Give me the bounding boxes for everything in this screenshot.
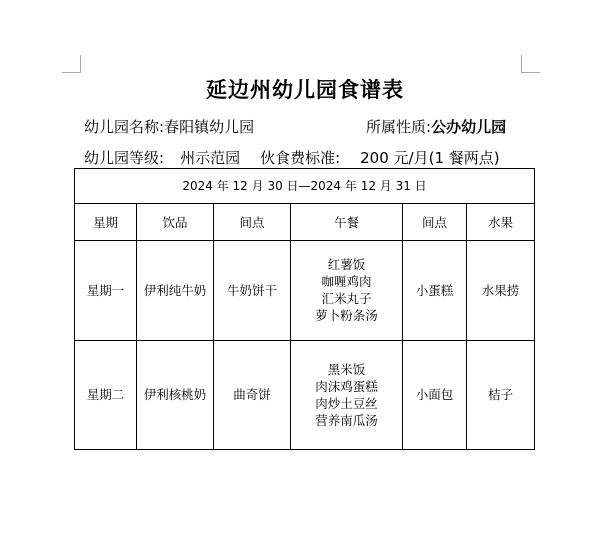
kindergarten-type-line: [366, 116, 506, 137]
table-row: [75, 340, 535, 449]
lunch-dish: 营养南瓜汤: [315, 412, 378, 428]
weekday-cell: 星期二: [75, 340, 137, 449]
lunch-dish: 黑米饭: [327, 361, 366, 377]
weekday-cell: 星期一: [75, 241, 137, 340]
kindergarten-type-value: 公办幼儿园: [431, 118, 507, 136]
lunch-cell: [291, 241, 403, 340]
date-range: 2024 年 12 月 30 日—2024 年 12 月 31 日: [75, 169, 535, 204]
snack-1-cell: 曲奇饼: [214, 340, 291, 449]
header-snack-1: 间点: [214, 204, 291, 241]
fruit-cell: 水果捞: [467, 241, 535, 340]
drink-cell: 伊利核桃奶: [137, 340, 214, 449]
date-row: [75, 169, 535, 204]
snack-2-cell: 小蛋糕: [403, 241, 467, 340]
crop-mark-top-right: [521, 55, 540, 73]
header-weekday: 星期: [75, 204, 137, 241]
menu-table: [74, 168, 535, 450]
lunch-dish: 红薯饭: [327, 257, 366, 273]
kindergarten-name-label: 幼儿园名称:: [84, 118, 165, 136]
drink-cell: 伊利纯牛奶: [137, 241, 214, 340]
page-title: 延边州幼儿园食谱表: [206, 77, 404, 102]
crop-mark-top-left: [62, 55, 81, 73]
kindergarten-grade-label: 幼儿园等级:: [84, 149, 165, 167]
lunch-dish: 肉炒土豆丝: [315, 395, 378, 411]
snack-2-cell: 小面包: [403, 340, 467, 449]
kindergarten-name-value: 春阳镇幼儿园: [164, 118, 255, 136]
header-row: [75, 204, 535, 241]
grade-fee-line: [84, 147, 500, 168]
header-fruit: 水果: [467, 204, 535, 241]
lunch-dish: 咖喱鸡肉: [321, 274, 372, 290]
fruit-cell: 桔子: [467, 340, 535, 449]
kindergarten-type-label: 所属性质:: [366, 118, 432, 136]
meal-fee-label: 伙食费标准:: [260, 149, 341, 167]
snack-1-cell: 牛奶饼干: [214, 241, 291, 340]
meal-fee-value: 200 元/月(1 餐两点): [360, 149, 500, 167]
lunch-dish: 肉沫鸡蛋糕: [315, 378, 378, 394]
lunch-dish: 萝卜粉条汤: [315, 308, 378, 324]
lunch-cell: [291, 340, 403, 449]
kindergarten-name-line: [84, 116, 254, 137]
table-row: [75, 241, 535, 340]
kindergarten-grade-value: 州示范园: [180, 149, 241, 167]
header-drink: 饮品: [137, 204, 214, 241]
header-lunch: 午餐: [291, 204, 403, 241]
header-snack-2: 间点: [403, 204, 467, 241]
lunch-dish: 汇米丸子: [321, 291, 372, 307]
